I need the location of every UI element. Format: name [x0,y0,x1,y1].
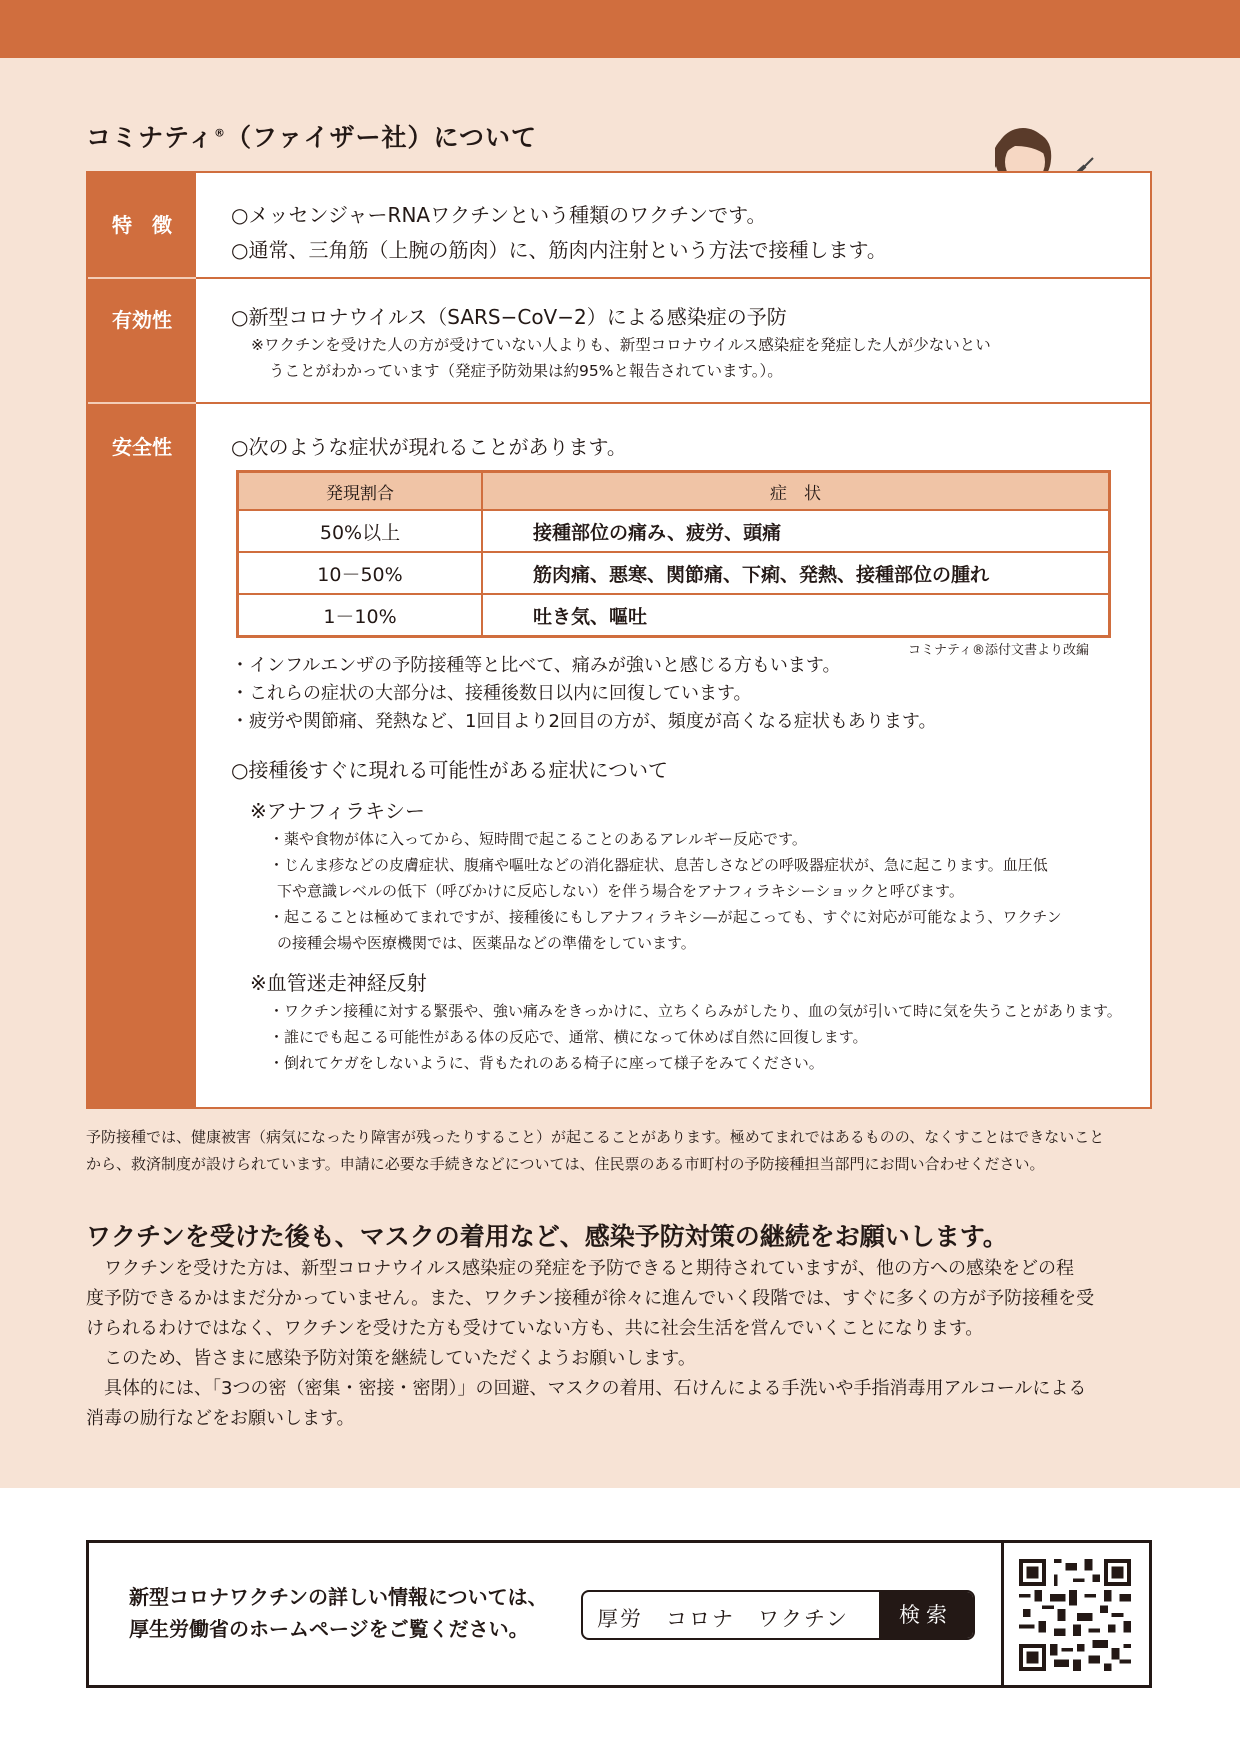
search-box[interactable] [581,1590,975,1640]
symptom-table [236,470,1111,638]
label-features: 特 徴 [112,213,172,237]
feature-item: ○メッセンジャーRNAワクチンという種類のワクチンです。 [231,203,767,227]
efficacy-main: ○新型コロナウイルス（SARS−CoV−2）による感染症の予防 [231,305,787,329]
table-row [238,552,1110,594]
symptom-cell: 筋肉痛、悪寒、関節痛、下痢、発熱、接種部位の腫れ [482,552,1110,594]
search-button[interactable]: 検索 [879,1592,973,1638]
safety-bullet: ・疲労や関節痛、発熱など、1回目より2回目の方が、頻度が高くなる症状もあります。 [231,711,937,732]
efficacy-note: ※ワクチンを受けた人の方が受けていない人よりも、新型コロナウイルス感染症を発症した人が少ないとい [251,336,991,354]
safety-bullet: ・これらの症状の大部分は、接種後数日以内に回復しています。 [231,683,752,704]
search-input[interactable]: 厚労 コロナ ワクチン [597,1607,849,1631]
more-info-box [86,1540,1152,1688]
table-row [238,594,1110,637]
safety-bullet: ・インフルエンザの予防接種等と比べて、痛みが強いと感じる方もいます。 [231,655,841,676]
vaccine-info-table [86,171,1152,1109]
qr-divider [1001,1543,1004,1685]
rate-cell: 10－50% [238,552,483,594]
vasovagal-line: ・ワクチン接種に対する緊張や、強い痛みをきっかけに、立ちくらみがしたり、血の気が引いて時に気を失うことがあります。 [269,1002,1122,1020]
rate-cell: 50%以上 [238,510,483,552]
symptom-cell: 吐き気、嘔吐 [482,594,1110,637]
mask-paragraph: ワクチンを受けた方は、新型コロナウイルス感染症の発症を予防できると期待されていますが、他の方への感染をどの程 度予防できるかはまだ分かっていません。また、ワクチン接種が徐々に進んでいく段階では、すぐに多くの方が予防接種を受 けられるわけではなく、ワクチンを受けた方も受けていない方も、共に社会生活を営んでいくことになります。 このため、皆さまに感染予防対策を継続していただくようお願いします。 具体的には、「3つの密（密集・密接・密閉）」の回避、マスクの着用、石けんによる手洗いや手指消毒用アルコールによる 消毒の励行などをお願いします。 [86,1258,1095,1429]
more-info-text: 新型コロナワクチンの詳しい情報については、 厚生労働省のホームページをご覧ください。 [129,1585,548,1641]
page-title: コミナティ®（ファイザー社）について [86,123,538,152]
row-divider [196,402,1152,404]
qr-code-icon[interactable] [1019,1559,1131,1671]
column-header-rate: 発現割合 [238,472,483,511]
label-efficacy: 有効性 [112,308,172,332]
label-divider [88,402,196,404]
mask-heading: ワクチンを受けた後も、マスクの着用など、感染予防対策の継続をお願いします。 [86,1222,1008,1251]
efficacy-note: うことがわかっています（発症予防効果は約95%と報告されています。）。 [269,362,783,380]
rate-cell: 1－10% [238,594,483,637]
vasovagal-line: ・倒れてケガをしないように、背もたれのある椅子に座って様子をみてください。 [269,1054,824,1072]
safety-intro: ○次のような症状が現れることがあります。 [231,435,627,459]
top-color-bar [0,0,1240,58]
label-divider [88,277,196,279]
relief-system-note: 予防接種では、健康被害（病気になったり障害が残ったりすること）が起こることがあります。極めてまれではあるものの、なくすことはできないこと から、救済制度が設けられています。申請に必要な手続きなどについては、住民票のある市町村の予防接種担当部門にお問い合わせください。 [86,1128,1105,1173]
table-row [238,510,1110,552]
row-divider [196,277,1152,279]
immediate-symptoms-heading: ○接種後すぐに現れる可能性がある症状について [231,758,669,782]
vasovagal-heading: ※血管迷走神経反射 [250,971,427,995]
anaphylaxis-line: ・薬や食物が体に入ってから、短時間で起こることのあるアレルギー反応です。 [269,830,807,848]
anaphylaxis-heading: ※アナフィラキシー [250,799,425,823]
label-safety: 安全性 [112,435,172,459]
vasovagal-line: ・誰にでも起こる可能性がある体の反応で、通常、横になって休めば自然に回復します。 [269,1028,868,1046]
column-header-symptoms: 症 状 [482,472,1110,511]
anaphylaxis-line: ・じんま疹などの皮膚症状、腹痛や嘔吐などの消化器症状、息苦しさなどの呼吸器症状が、急に起こります。血圧低 [269,856,1048,874]
feature-item: ○通常、三角筋（上腕の筋肉）に、筋肉内注射という方法で接種します。 [231,238,887,262]
anaphylaxis-line: ・起こることは極めてまれですが、接種後にもしアナフィラキシ—が起こっても、すぐに対応が可能なよう、ワクチン [269,908,1062,926]
anaphylaxis-line: 下や意識レベルの低下（呼びかけに反応しない）を伴う場合をアナフィラキシーショックと呼びます。 [277,882,964,900]
table-source: コミナティ®添付文書より改編 [908,643,1089,658]
anaphylaxis-line: の接種会場や医療機関では、医薬品などの準備をしています。 [277,934,696,952]
symptom-cell: 接種部位の痛み、疲労、頭痛 [482,510,1110,552]
